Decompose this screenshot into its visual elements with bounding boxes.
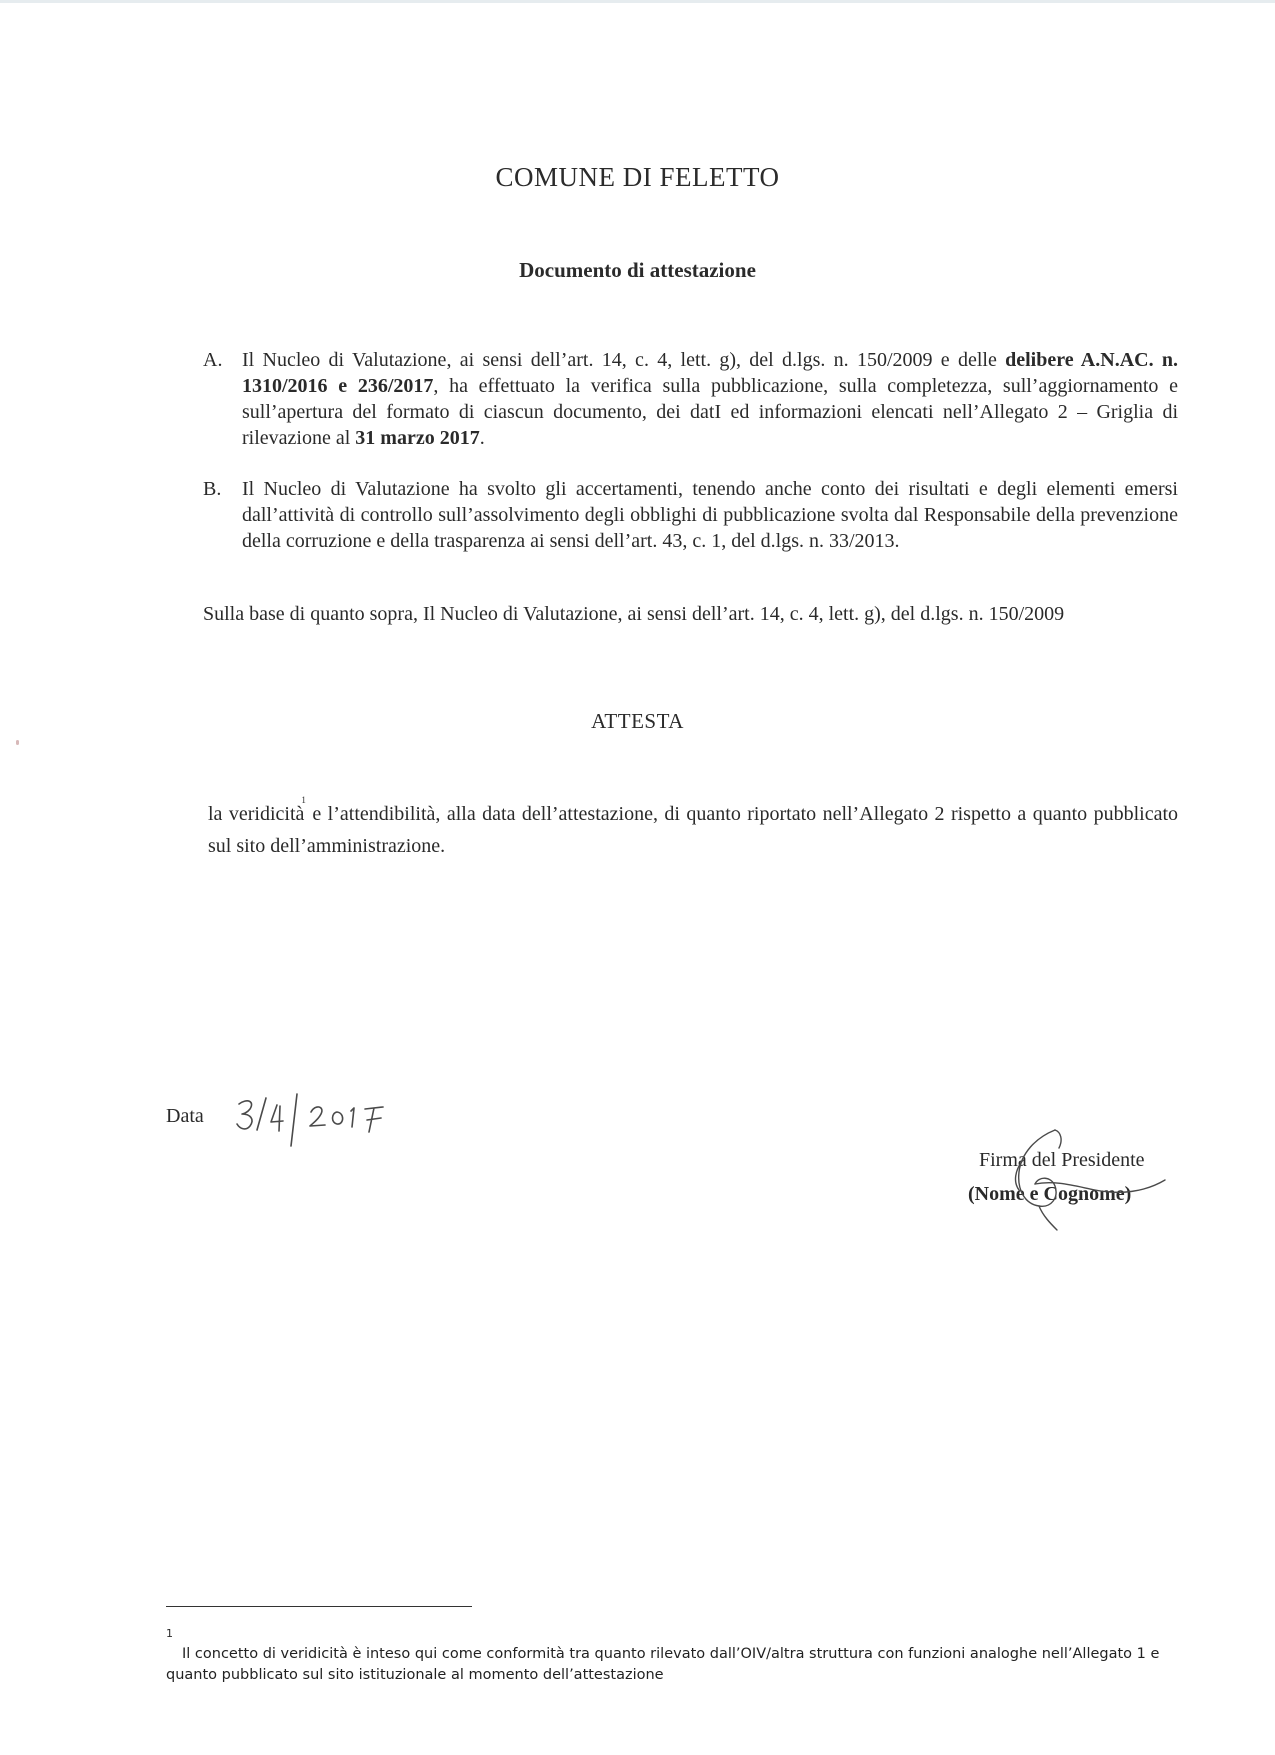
handwritten-signature (995, 1120, 1175, 1240)
item-a-text-2: , ha effettuato la verifica sulla pubblicazione, sulla completezza, sull’aggiornamento e sull’apertura del formato di ciascun documento, dei datI ed informazioni elencati nell’Allegato 2 – Griglia di rilevazione al (242, 375, 1179, 449)
signature-name-placeholder: (Nome e Cognome) (968, 1183, 1132, 1205)
footnote-divider (166, 1606, 472, 1607)
item-a-text (242, 347, 1178, 451)
declaration-after: e l’attendibilità, alla data dell’attestazione, di quanto riportato nell’Allegato 2 rispetto a quanto pubblicato sul sito dell’amministrazione. (208, 803, 1179, 857)
scan-edge (0, 0, 1275, 3)
scan-speck (16, 740, 19, 745)
signature-label: Firma del Presidente (979, 1149, 1145, 1171)
footnote-number: 1 (166, 1627, 173, 1640)
list-item-b (203, 476, 1178, 554)
declaration-before: la veridicità (208, 803, 305, 825)
item-b-text: Il Nucleo di Valutazione ha svolto gli accertamenti, tenendo anche conto dei risultati e degli elementi emersi dall’attività di controllo sull’assolvimento degli obblighi di pubblicazione svolta dal Responsabile della prevenzione della corruzione e della trasparenza ai sensi dell’art. 43, c. 1, del d.lgs. n. 33/2013. (242, 478, 1178, 552)
item-marker-a: A. (203, 349, 223, 371)
section-heading-attesta: ATTESTA (591, 709, 684, 733)
footnote-text: Il concetto di veridicità è inteso qui come conformità tra quanto rilevato dall’OIV/altra struttura con funzioni analoghe nell’Allegato 1 e quanto pubblicato sul sito istituzionale al momento dell’attestazione (166, 1646, 1160, 1683)
intro-paragraph: Sulla base di quanto sopra, Il Nucleo di Valutazione, ai sensi dell’art. 14, c. 4, lett. g), del d.lgs. n. 150/2009 (203, 603, 1065, 625)
item-a-text-1: Il Nucleo di Valutazione, ai sensi dell’art. 14, c. 4, lett. g), del d.lgs. n. 150/2009 e delle (242, 349, 1006, 371)
item-a-text-3: . (479, 427, 485, 449)
page-title: COMUNE DI FELETTO (495, 162, 780, 192)
declaration-text (208, 795, 1179, 861)
handwritten-date (233, 1088, 413, 1158)
document-subtitle: Documento di attestazione (519, 258, 756, 282)
item-marker-b: B. (203, 478, 222, 500)
list-item-a (203, 347, 1178, 451)
footnote-reference: 1 (301, 795, 306, 805)
item-a-bold-date: 31 marzo 2017 (355, 427, 480, 449)
date-label: Data (166, 1105, 204, 1127)
item-a-bold-delibere: delibere A.N.AC. n. 1310/2016 e 236/2017 (242, 349, 1178, 397)
